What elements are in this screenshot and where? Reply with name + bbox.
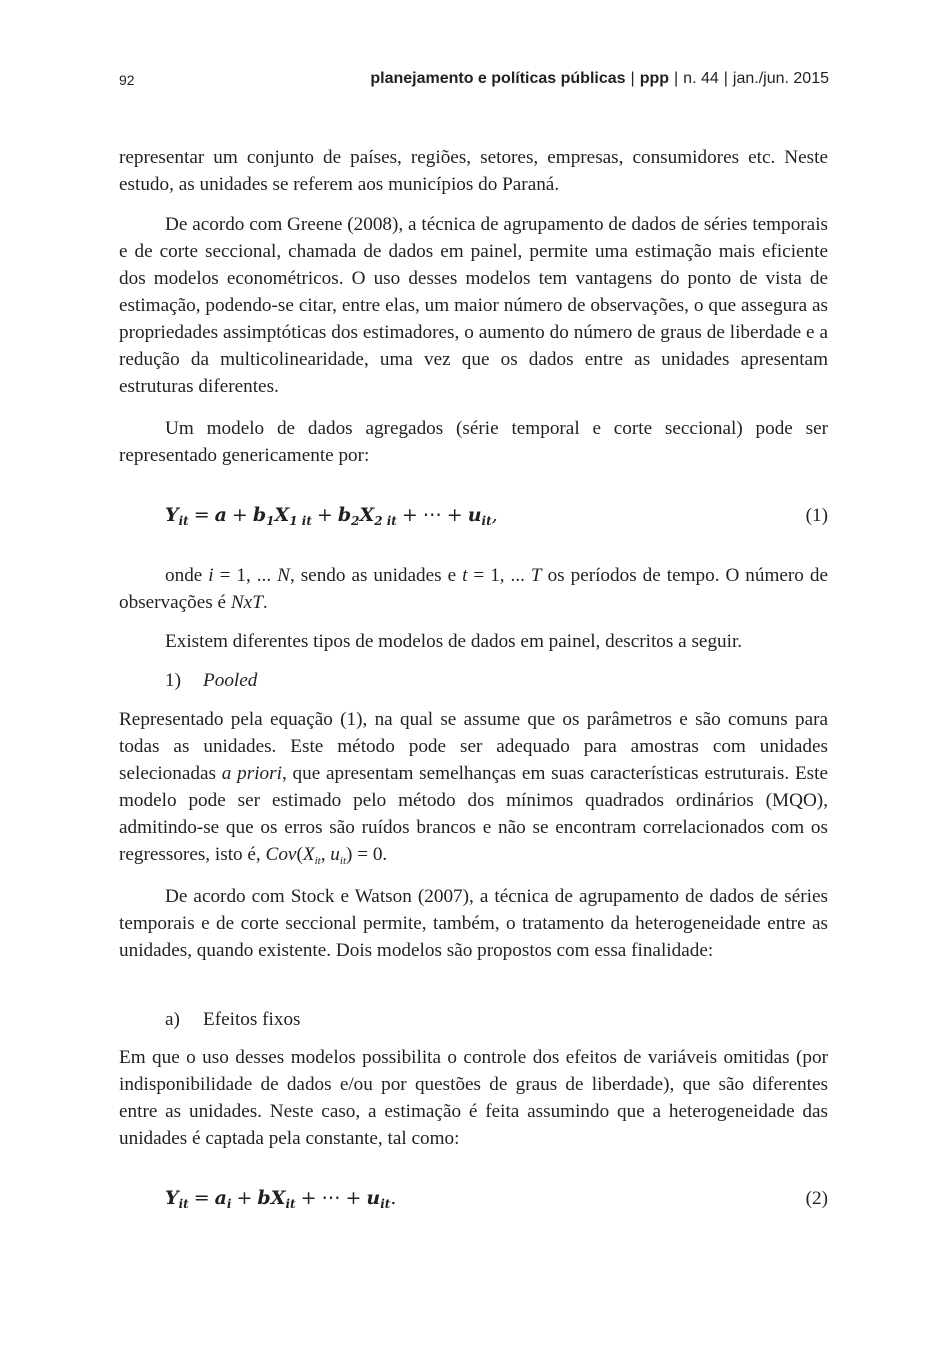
paragraph-3: Um modelo de dados agregados (série temporal e corte seccional) pode ser representado genericamente por: (119, 418, 828, 466)
header-separator: | (630, 70, 635, 87)
body-text (119, 0, 828, 1358)
paragraph-8: Em que o uso desses modelos possibilita o controle dos efeitos de variáveis omitidas (por indisponibilidade de dados e/ou por questões de graus de liberdade), que são diferentes entre as unidades. Neste caso, a estimação é feita assumindo que a heterogeneidade das unidades é captada pela constante, tal como: (119, 1047, 828, 1149)
paragraph-5: Existem diferentes tipos de modelos de dados em painel, descritos a seguir. (165, 631, 743, 652)
equation-2 (119, 1185, 828, 1215)
list-item-label: Efeitos fixos (203, 1009, 301, 1030)
equation-1-number: (1) (805, 505, 828, 526)
header-separator: | (674, 70, 679, 87)
paragraph-1: representar um conjunto de países, regiões, setores, empresas, consumidores etc. Neste estudo, as unidades se referem aos municípios do Paraná. (119, 147, 828, 195)
paragraph-4: onde i = 1, ... N, sendo as unidades e t = 1, ... T os períodos de tempo. O número de observações é NxT. (119, 565, 828, 613)
paragraph-7: De acordo com Stock e Watson (2007), a técnica de agrupamento de dados de séries temporais e de corte seccional permite, também, o tratamento da heterogeneidade entre as unidades, quando existente. Dois modelos são propostos com essa finalidade: (119, 886, 828, 961)
issue-number: n. 44 (683, 70, 719, 87)
page-number: 92 (119, 72, 135, 88)
list-item-number: 1) (165, 670, 181, 691)
equation-1 (119, 502, 828, 532)
journal-abbreviation: ppp (639, 70, 670, 87)
list-item-pooled (165, 667, 257, 694)
list-item-efeitos-fixos (165, 1006, 301, 1033)
list-item-label: Pooled (203, 670, 258, 691)
equation-2-formula: $Y_{it} = a_i + bX_{it}$ + ⋯ + $u_{it}$. (165, 1187, 397, 1211)
equation-2-number: (2) (805, 1188, 828, 1209)
list-item-number: a) (165, 1009, 180, 1030)
journal-title: planejamento e políticas públicas (370, 70, 626, 87)
issue-date: jan./jun. 2015 (732, 70, 829, 87)
equation-1-formula: $Y_{it} = a + b_1X_{1 it} + b_2X_{2 it}$ + ⋯ + $u_{it}$, (165, 504, 498, 528)
paragraph-6: Representado pela equação (1), na qual se assume que os parâmetros e são comuns para todas as unidades. Este método pode ser adequado para amostras com unidades selecionadas a priori, que apresentam semelhanças em suas características estruturais. Este modelo pode ser estimado pelo método dos mínimos quadrados ordinários (MQO), admitindo-se que os erros são ruídos brancos e não se encontram correlacionados com os regressores, isto é, $Cov(X_{it}$, $u_{it}) = 0$. (119, 709, 828, 867)
header-separator: | (723, 70, 728, 87)
paragraph-2: De acordo com Greene (2008), a técnica de agrupamento de dados de séries temporais e de corte seccional, chamada de dados em painel, permite uma estimação mais eficiente dos modelos econométricos. O uso desses modelos tem vantagens do ponto de vista de estimação, podendo-se citar, entre elas, um maior número de observações, o que assegura as propriedades assimptóticas dos estimadores, o aumento do número de graus de liberdade e a redução da multicolinearidade, uma vez que os dados entre as unidades apresentam estruturas diferentes. (119, 214, 828, 397)
